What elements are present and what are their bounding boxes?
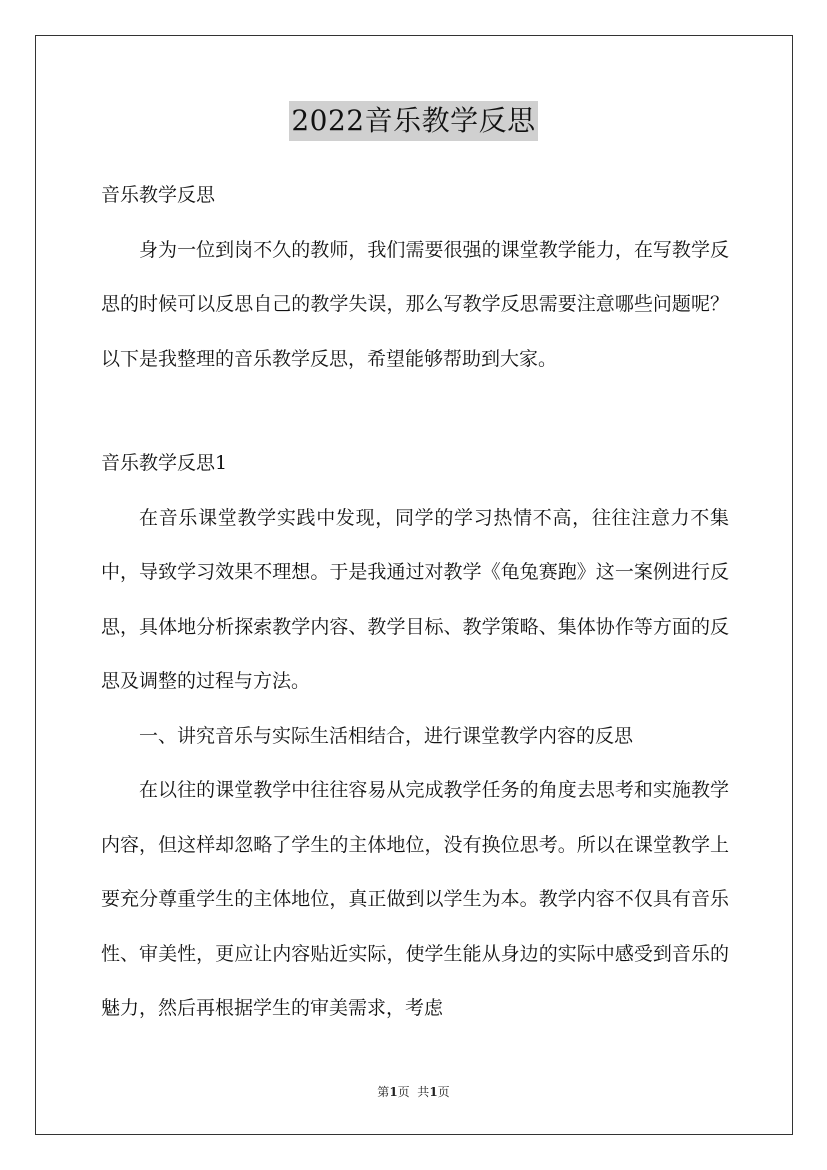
section-heading: 音乐教学反思1 <box>101 452 228 474</box>
footer-page-current: 1 <box>389 1085 398 1099</box>
page-footer <box>0 1083 827 1101</box>
footer-page-suffix: 页 <box>437 1085 450 1099</box>
document-body <box>101 168 729 1036</box>
point-heading-1: 一、讲究音乐与实际生活相结合，进行课堂教学内容的反思 <box>139 724 634 747</box>
paragraph-1: 在音乐课堂教学实践中发现，同学的学习热情不高，往往注意力不集中，导致学习效果不理想。于是我通过对教学《龟兔赛跑》这一案例进行反思，具体地分析探索教学内容、教学目标、教学策略、集体协作等方面的反思及调整的过程与方法。 <box>101 506 729 692</box>
document-title-container <box>0 101 827 141</box>
footer-page-prefix: 第 <box>377 1085 390 1099</box>
intro-paragraph: 身为一位到岗不久的教师，我们需要很强的课堂教学能力，在写教学反思的时候可以反思自己的教学失误，那么写教学反思需要注意哪些问题呢？以下是我整理的音乐教学反思，希望能够帮助到大家。 <box>101 238 729 370</box>
footer-page-total: 1 <box>429 1085 438 1099</box>
paragraph-2: 在以往的课堂教学中往往容易从完成教学任务的角度去思考和实施教学内容，但这样却忽略了学生的主体地位，没有换位思考。所以在课堂教学上要充分尊重学生的主体地位，真正做到以学生为本。教学内容不仅具有音乐性、审美性，更应让内容贴近实际，使学生能从身边的实际中感受到音乐的魅力，然后再根据学生的审美需求，考虑 <box>101 779 729 1019</box>
subtitle: 音乐教学反思 <box>101 184 216 206</box>
document-title: 2022音乐教学反思 <box>289 101 537 141</box>
footer-page-mid: 页 共 <box>397 1085 430 1099</box>
